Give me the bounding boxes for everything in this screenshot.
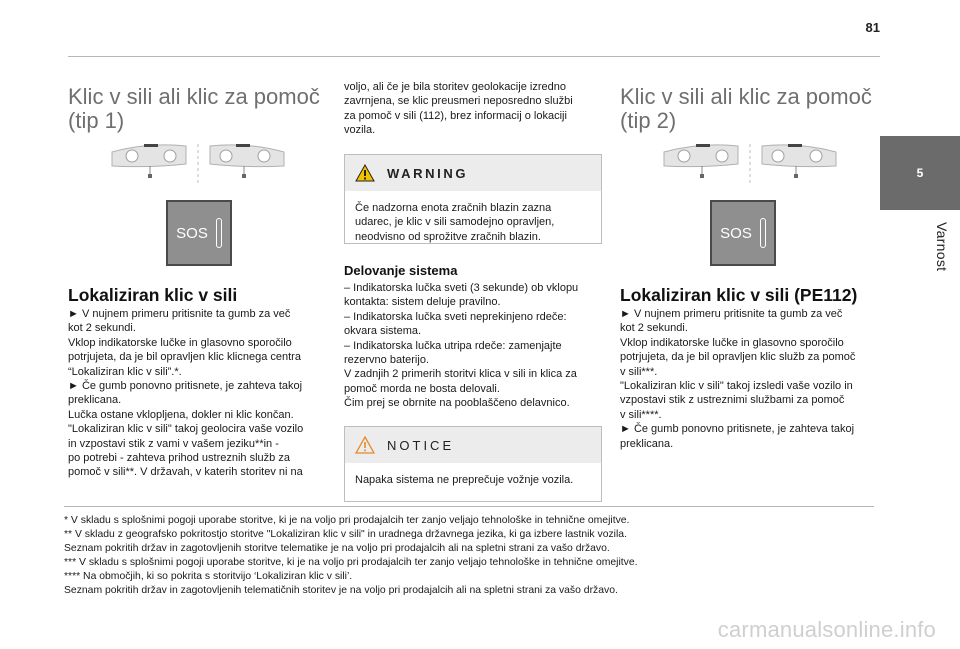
notice-text: Napaka sistema ne preprečuje vožnje vozila. xyxy=(355,474,574,486)
section-heading-pe112: Lokaliziran klic v sili (PE112) xyxy=(620,285,858,305)
ceiling-console-illustration-2 xyxy=(660,138,840,190)
sos-label: SOS xyxy=(176,224,208,242)
warning-text: Če nadzorna enota zračnih blazin zazna udarec, je klic v sili samodejno opravljen, neodvisno od sprožitve zračnih blazin. xyxy=(355,202,555,243)
sos-button-illustration xyxy=(166,200,232,266)
indicator-slot-icon-2 xyxy=(760,218,766,248)
section-title-type1: Klic v sili ali klic za pomoč (tip 1) xyxy=(68,84,320,133)
header-divider xyxy=(68,56,880,57)
page-number: 81 xyxy=(865,20,880,35)
chapter-number: 5 xyxy=(916,166,924,180)
section-heading-localized-call: Lokaliziran klic v sili xyxy=(68,285,238,305)
warning-triangle-icon xyxy=(355,164,375,182)
chapter-label: Varnost xyxy=(934,222,950,272)
section-body-type1: ► V nujnem primeru pritisnite ta gumb za več kot 2 sekundi. Vklop indikatorske lučke in glasovno sporočilo potrjujeta, da je bil opravljen klic klicnega centra “Lokaliziran klic v sili”.*. ► Če gumb ponovno pritisnete, je zahteva takoj preklicana. Lučka ostane vklopljena, dokler ni klic končan. "Lokaliziran klic v sili" takoj geolocira vaše vozilo in vzpostavi stik z vami v vašem jeziku**in - po potrebi - zahteva prihod ustreznih služb za pomoč v sili**. V državah, v katerih storitev ni na xyxy=(68,308,304,479)
section-body-type2: ► V nujnem primeru pritisnite ta gumb za več kot 2 sekundi. Vklop indikatorske lučke in glasovno sporočilo potrjujeta, da je bil opravljen klic služb za pomoč v sili***. "Lokaliziran klic v sili" takoj izsledi vaše vozilo in vzpostavi stik z ustreznimi službami za pomoč v sili****. ► Če gumb ponovno pritisnete, je zahteva takoj preklicana. xyxy=(620,308,856,450)
sos-label-2: SOS xyxy=(720,224,752,242)
chapter-tab[interactable] xyxy=(880,136,960,210)
footnote-divider xyxy=(64,506,874,507)
watermark: carmanualsonline.info xyxy=(717,617,936,642)
warning-box xyxy=(344,154,602,244)
ceiling-console-illustration xyxy=(108,138,288,190)
indicator-slot-icon xyxy=(216,218,222,248)
notice-box xyxy=(344,426,602,502)
notice-header xyxy=(345,427,601,463)
warning-header xyxy=(345,155,601,191)
continued-text: voljo, ali če je bila storitev geolokacije izredno zavrnjena, se klic preusmeri neposredno službi za pomoč v sili (112), brez informacij o lokaciji vozila. xyxy=(344,81,573,137)
operation-heading: Delovanje sistema xyxy=(344,263,458,278)
sos-button-illustration-2 xyxy=(710,200,776,266)
notice-triangle-icon xyxy=(355,436,375,454)
operation-text: – Indikatorska lučka sveti (3 sekunde) ob vklopu kontakta: sistem deluje pravilno. – Indikatorska lučka sveti neprekinjeno rdeče: okvara sistema. – Indikatorska lučka utripa rdeče: zamenjajte rezervno baterijo. V zadnjih 2 primerih storitvi klica v sili in klica za pomoč morda ne bosta delovali. Čim prej se obrnite na pooblaščeno delavnico. xyxy=(344,282,579,410)
notice-label: NOTICE xyxy=(387,437,455,453)
warning-label: WARNING xyxy=(387,165,469,181)
section-title-type2: Klic v sili ali klic za pomoč (tip 2) xyxy=(620,84,872,133)
footnotes: * V skladu s splošnimi pogoji uporabe storitve, ki je na voljo pri prodajalcih ter zanjo veljajo tehnološke in tehnične omejitve. ** V skladu z geografsko pokritostjo storitve "Lokaliziran klic v sili" in uradnega državnega jezika, ki ga izbere lastnik vozila. Seznam pokritih držav in zagotovljenih storitve telematike je na voljo pri prodajalcih ali na spletni strani za vašo državo. *** V skladu s splošnimi pogoji uporabe storitve, ki je na voljo pri prodajalcih ter zanjo veljajo tehnološke in tehnične omejitve. **** Na območjih, ki so pokrita s storitvijo ‘Lokaliziran klic v sili’. Seznam pokritih držav in zagotovljenih telematičnih storitev je na voljo pri prodajalcih ali na spletni strani za vašo državo. xyxy=(64,515,638,597)
